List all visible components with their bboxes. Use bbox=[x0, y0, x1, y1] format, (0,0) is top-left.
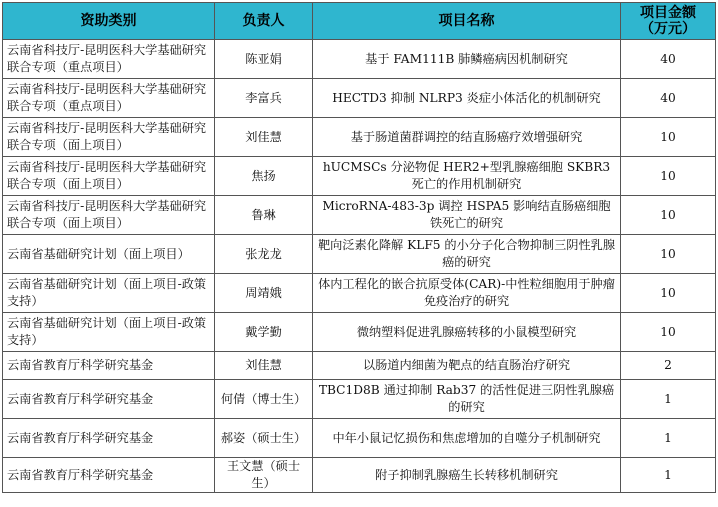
cell-amount: 10 bbox=[621, 118, 716, 157]
table-row bbox=[3, 352, 716, 380]
table-row bbox=[3, 235, 716, 274]
table-row bbox=[3, 313, 716, 352]
cell-amount: 10 bbox=[621, 235, 716, 274]
cell-project: 靶向泛素化降解 KLF5 的小分子化合物抑制三阴性乳腺癌的研究 bbox=[313, 235, 621, 274]
header-category: 资助类别 bbox=[3, 3, 215, 40]
cell-category: 云南省教育厅科学研究基金 bbox=[3, 352, 215, 380]
cell-leader: 何倩（博士生） bbox=[215, 380, 313, 419]
cell-category: 云南省基础研究计划（面上项目-政策支持） bbox=[3, 313, 215, 352]
table-row bbox=[3, 274, 716, 313]
table-row bbox=[3, 79, 716, 118]
cell-leader: 张龙龙 bbox=[215, 235, 313, 274]
cell-project: 基于 FAM111B 肺鳞癌病因机制研究 bbox=[313, 40, 621, 79]
header-project: 项目名称 bbox=[313, 3, 621, 40]
cell-category: 云南省科技厅-昆明医科大学基础研究联合专项（面上项目） bbox=[3, 196, 215, 235]
cell-project: 以肠道内细菌为靶点的结直肠治疗研究 bbox=[313, 352, 621, 380]
cell-project: MicroRNA-483-3p 调控 HSPA5 影响结直肠癌细胞铁死亡的研究 bbox=[313, 196, 621, 235]
cell-project: 附子抑制乳腺癌生长转移机制研究 bbox=[313, 458, 621, 493]
cell-leader: 鲁琳 bbox=[215, 196, 313, 235]
cell-leader: 王文慧（硕士生） bbox=[215, 458, 313, 493]
cell-category: 云南省教育厅科学研究基金 bbox=[3, 419, 215, 458]
cell-project: 微纳塑料促进乳腺癌转移的小鼠模型研究 bbox=[313, 313, 621, 352]
header-amount: 项目金额 （万元） bbox=[621, 3, 716, 40]
cell-leader: 陈亚娟 bbox=[215, 40, 313, 79]
cell-amount: 2 bbox=[621, 352, 716, 380]
cell-leader: 刘佳慧 bbox=[215, 352, 313, 380]
table-row bbox=[3, 380, 716, 419]
cell-leader: 戴学勤 bbox=[215, 313, 313, 352]
table-row bbox=[3, 118, 716, 157]
cell-project: TBC1D8B 通过抑制 Rab37 的活性促进三阴性乳腺癌的研究 bbox=[313, 380, 621, 419]
table-row bbox=[3, 419, 716, 458]
cell-category: 云南省科技厅-昆明医科大学基础研究联合专项（面上项目） bbox=[3, 157, 215, 196]
cell-amount: 10 bbox=[621, 274, 716, 313]
header-leader: 负责人 bbox=[215, 3, 313, 40]
cell-category: 云南省科技厅-昆明医科大学基础研究联合专项（面上项目） bbox=[3, 118, 215, 157]
cell-project: hUCMSCs 分泌物促 HER2+型乳腺癌细胞 SKBR3 死亡的作用机制研究 bbox=[313, 157, 621, 196]
cell-leader: 周靖娥 bbox=[215, 274, 313, 313]
cell-category: 云南省教育厅科学研究基金 bbox=[3, 458, 215, 493]
table-row bbox=[3, 157, 716, 196]
cell-category: 云南省基础研究计划（面上项目） bbox=[3, 235, 215, 274]
cell-project: 基于肠道菌群调控的结直肠癌疗效增强研究 bbox=[313, 118, 621, 157]
cell-amount: 1 bbox=[621, 380, 716, 419]
cell-leader: 李富兵 bbox=[215, 79, 313, 118]
cell-category: 云南省教育厅科学研究基金 bbox=[3, 380, 215, 419]
funding-table bbox=[2, 2, 716, 493]
cell-amount: 10 bbox=[621, 313, 716, 352]
cell-category: 云南省科技厅-昆明医科大学基础研究联合专项（重点项目） bbox=[3, 79, 215, 118]
cell-amount: 40 bbox=[621, 79, 716, 118]
cell-category: 云南省科技厅-昆明医科大学基础研究联合专项（重点项目） bbox=[3, 40, 215, 79]
table-row bbox=[3, 458, 716, 493]
cell-amount: 1 bbox=[621, 419, 716, 458]
cell-leader: 焦扬 bbox=[215, 157, 313, 196]
cell-project: 体内工程化的嵌合抗原受体(CAR)-中性粒细胞用于肿瘤免疫治疗的研究 bbox=[313, 274, 621, 313]
cell-amount: 10 bbox=[621, 196, 716, 235]
cell-amount: 40 bbox=[621, 40, 716, 79]
cell-leader: 郝姿（硕士生） bbox=[215, 419, 313, 458]
cell-project: HECTD3 抑制 NLRP3 炎症小体活化的机制研究 bbox=[313, 79, 621, 118]
table-row bbox=[3, 40, 716, 79]
table-row bbox=[3, 196, 716, 235]
cell-category: 云南省基础研究计划（面上项目-政策支持） bbox=[3, 274, 215, 313]
cell-leader: 刘佳慧 bbox=[215, 118, 313, 157]
header-row bbox=[3, 3, 716, 40]
cell-amount: 10 bbox=[621, 157, 716, 196]
cell-amount: 1 bbox=[621, 458, 716, 493]
cell-project: 中年小鼠记忆损伤和焦虑增加的自噬分子机制研究 bbox=[313, 419, 621, 458]
